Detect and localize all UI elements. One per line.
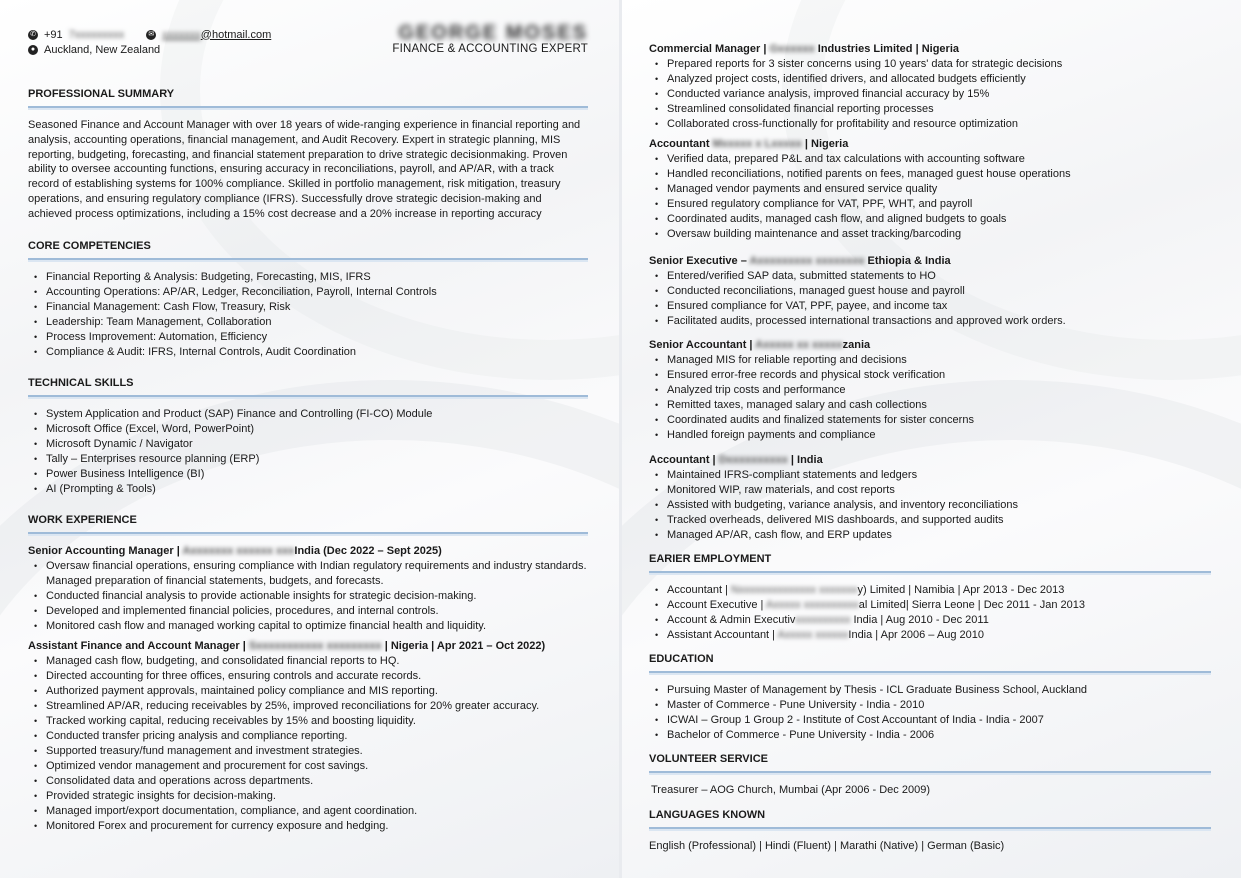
job-role: Accountant (649, 138, 713, 150)
job-role: Assistant Finance and Account Manager | (28, 639, 249, 652)
email-user-redacted: xxxxxxx (162, 28, 201, 41)
company-redacted: Sxxxxxxxxxxx xxxxxxxxx (248, 639, 382, 652)
list-item: • Streamlined AP/AR, reducing receivables by 25%, improved reconciliations for 20% greater accuracy. (28, 699, 588, 714)
competencies-heading: CORE COMPETENCIES (28, 239, 151, 252)
list-item: • Tracked working capital, reducing receivables by 15% and boosting liquidity. (28, 714, 588, 729)
list-item: • Microsoft Dynamic / Navigator (28, 437, 588, 452)
list-item: • Conducted variance analysis, improved financial accuracy by 15% (649, 87, 1211, 102)
job-location-dates: | Nigeria | Apr 2021 – Oct 2022) (384, 639, 546, 652)
list-item: • Conducted transfer pricing analysis and compliance reporting. (28, 729, 588, 744)
phone-icon: ✆ (28, 30, 38, 40)
section-divider (649, 571, 1211, 575)
list-item: • Assisted with budgeting, variance analysis, and inventory reconciliations (649, 498, 1211, 513)
list-item: • Managed vendor payments and ensured service quality (649, 182, 1211, 197)
company-redacted: Axxxxxxx xxxxxx xxx (182, 544, 295, 557)
job-title-assistant-finance-manager (28, 639, 588, 654)
list-item: • Financial Management: Cash Flow, Treasury, Risk (28, 300, 588, 315)
name-block (392, 23, 588, 55)
job-role: Senior Accounting Manager | (28, 544, 183, 557)
skills-heading: TECHNICAL SKILLS (28, 376, 134, 389)
job-location: | Nigeria (804, 138, 849, 150)
job-duties-list (649, 57, 1211, 132)
volunteer-text: Treasurer – AOG Church, Mumbai (Apr 2006 - Dec 2009) (651, 784, 930, 796)
list-item: • ICWAI – Group 1 Group 2 - Institute of Cost Accountant of India - India - 2007 (649, 713, 1211, 728)
list-item: • Supported treasury/fund management and investment strategies. (28, 744, 588, 759)
competencies-section (28, 240, 588, 360)
company-redacted: xxxxxxxxxx (795, 614, 851, 626)
resume-header (28, 22, 588, 79)
list-item: • Ensured error-free records and physical stock verification (649, 368, 1211, 383)
list-item: • Authorized payment approvals, maintained policy compliance and MIS reporting. (28, 684, 588, 699)
email-icon: ✉ (146, 30, 156, 40)
candidate-title: FINANCE & ACCOUNTING EXPERT (392, 43, 588, 55)
list-item: • Accountant | Nxxxxxxxxxxxxxx xxxxxxxy) Limited | Namibia | Apr 2013 - Dec 2013 (649, 583, 1211, 598)
list-item: • Managed AP/AR, cash flow, and ERP updates (649, 528, 1211, 543)
candidate-name-redacted: GEORGE MOSES (398, 22, 588, 44)
list-item: • Oversaw financial operations, ensuring compliance with Indian regulatory requirements and industry standards. Managed preparation of financial statements, budgets, and forecasts. (28, 559, 588, 589)
list-item: • Bachelor of Commerce - Pune University - India - 2006 (649, 728, 1211, 743)
phone-number-redacted: 7xxxxxxxxx (68, 28, 125, 41)
job-role: Commercial Manager | (649, 43, 770, 55)
list-item: • Collaborated cross-functionally for profitability and resource optimization (649, 117, 1211, 132)
list-item: • Account Executive | Axxxxx xxxxxxxxxxal Limited| Sierra Leone | Dec 2011 - Jan 2013 (649, 598, 1211, 613)
list-item: • Managed cash flow, budgeting, and consolidated financial reports to HQ. (28, 654, 588, 669)
work-section (28, 514, 588, 834)
job-title-accountant-nigeria (649, 137, 1211, 152)
list-item: • Compliance & Audit: IFRS, Internal Controls, Audit Coordination (28, 345, 588, 360)
list-item: • Monitored WIP, raw materials, and cost reports (649, 483, 1211, 498)
location-pin-icon: ● (28, 45, 38, 55)
list-item: • AI (Prompting & Tools) (28, 482, 588, 497)
list-item: • Conducted financial analysis to provide actionable insights for strategic decision-making. (28, 589, 588, 604)
section-divider (28, 106, 588, 110)
list-item: • Tracked overheads, delivered MIS dashboards, and supported audits (649, 513, 1211, 528)
list-item: • Verified data, prepared P&L and tax calculations with accounting software (649, 152, 1211, 167)
job-location: Ethiopia & India (864, 255, 951, 267)
company-redacted: Gxxxxxx (769, 43, 815, 55)
company-redacted: Axxxxxxxxx xxxxxxxx (749, 255, 865, 267)
job-title-commercial-manager (649, 42, 1211, 57)
section-divider (28, 258, 588, 262)
list-item: • Tally – Enterprises resource planning (ERP) (28, 452, 588, 467)
skills-section (28, 377, 588, 497)
list-item: • Pursuing Master of Management by Thesis - ICL Graduate Business School, Auckland (649, 683, 1211, 698)
company-redacted: Axxxxx xx xxxxx (755, 339, 843, 351)
list-item: • Monitored Forex and procurement for currency exposure and hedging. (28, 819, 588, 834)
list-item: • Analyzed project costs, identified drivers, and allocated budgets efficiently (649, 72, 1211, 87)
job-duties-list (649, 353, 1211, 443)
list-item: • Provided strategic insights for decision-making. (28, 789, 588, 804)
job-location: zania (842, 339, 871, 351)
summary-section (28, 88, 588, 222)
location-text: Auckland, New Zealand (44, 43, 161, 56)
languages-heading: LANGUAGES KNOWN (649, 809, 766, 821)
resume-page-2 (622, 0, 1241, 878)
list-item: • Facilitated audits, processed international transactions and approved work orders. (649, 314, 1211, 329)
job-title-senior-executive (649, 254, 1211, 269)
list-item: • Microsoft Office (Excel, Word, PowerPoint) (28, 422, 588, 437)
job-duties-list (649, 269, 1211, 329)
job-duties-list (649, 152, 1211, 242)
earlier-employment-section (649, 553, 1211, 643)
section-divider (649, 827, 1211, 831)
company-redacted: Dxxxxxxxxxx (718, 454, 788, 466)
list-item: • Conducted reconciliations, managed guest house and payroll (649, 284, 1211, 299)
list-item: • Oversaw building maintenance and asset tracking/barcoding (649, 227, 1211, 242)
list-item: • Analyzed trip costs and performance (649, 383, 1211, 398)
list-item: • System Application and Product (SAP) Finance and Controlling (FI-CO) Module (28, 407, 588, 422)
list-item: • Handled reconciliations, notified parents on fees, managed guest house operations (649, 167, 1211, 182)
list-item: • Leadership: Team Management, Collaboration (28, 315, 588, 330)
list-item: • Accounting Operations: AP/AR, Ledger, Reconciliation, Payroll, Internal Controls (28, 285, 588, 300)
job-title-senior-accountant (649, 338, 1211, 353)
company-redacted: Axxxxx xxxxxx (777, 629, 849, 641)
job-title-accountant-india (649, 453, 1211, 468)
list-item: • Ensured regulatory compliance for VAT, PPF, WHT, and payroll (649, 197, 1211, 212)
languages-section (649, 809, 1211, 854)
job-location-dates: India (Dec 2022 – Sept 2025) (294, 544, 442, 557)
volunteer-heading: VOLUNTEER SERVICE (649, 753, 768, 765)
earlier-heading: EARIER EMPLOYMENT (649, 553, 772, 565)
list-item: • Ensured compliance for VAT, PPF, payee, and income tax (649, 299, 1211, 314)
list-item: • Monitored cash flow and managed working capital to optimize financial health and liquidity. (28, 619, 588, 634)
summary-text: Seasoned Finance and Account Manager with over 18 years of wide-ranging experience in financial reporting and analysis, accounting operations, financial management, and Audit Recovery. Expert in strategic planning, MIS reporting, budgeting, forecasting, and financial statement preparation to drive strategic decisionmaking. Proven ability to oversee accounting functions, ensuring accuracy in reconciliations, payroll, and AP/AR, with a track record of establishing systems for 100% compliance. Skilled in portfolio management, risk mitigation, treasury operations, and ensuring regulatory compliance (IFRS). Successfully drove strategic decision-making and achieved process optimizations, including a 15% cost decrease and a 20% increase in reporting accuracy (28, 119, 581, 220)
skills-list (28, 407, 588, 497)
resume-page-1 (0, 0, 619, 878)
languages-text: English (Professional) | Hindi (Fluent) | Marathi (Native) | German (Basic) (649, 840, 1005, 852)
company-redacted: Axxxxx xxxxxxxxxx (765, 599, 859, 611)
list-item: • Optimized vendor management and procurement for cost savings. (28, 759, 588, 774)
job-location: | India (790, 454, 823, 466)
phone-prefix: +91 (44, 28, 63, 41)
list-item: • Streamlined consolidated financial reporting processes (649, 102, 1211, 117)
list-item: • Managed import/export documentation, compliance, and agent coordination. (28, 804, 588, 819)
list-item: • Master of Commerce - Pune University - India - 2010 (649, 698, 1211, 713)
job-duties-list (28, 559, 588, 634)
list-item: • Entered/verified SAP data, submitted statements to HO (649, 269, 1211, 284)
list-item: • Assistant Accountant | Axxxxx xxxxxxIndia | Apr 2006 – Aug 2010 (649, 628, 1211, 643)
education-list (649, 683, 1211, 743)
earlier-list (649, 583, 1211, 643)
job-title-senior-accounting-manager (28, 544, 588, 559)
email-link[interactable] (162, 29, 271, 41)
list-item: • Prepared reports for 3 sister concerns using 10 years' data for strategic decisions (649, 57, 1211, 72)
email-domain: @hotmail.com (200, 28, 272, 41)
education-heading: EDUCATION (649, 653, 714, 665)
education-section (649, 653, 1211, 743)
section-divider (649, 771, 1211, 775)
company-redacted: Nxxxxxxxxxxxxxx xxxxxxx (731, 584, 858, 596)
list-item: • Remitted taxes, managed salary and cash collections (649, 398, 1211, 413)
list-item: • Handled foreign payments and compliance (649, 428, 1211, 443)
list-item: • Consolidated data and operations across departments. (28, 774, 588, 789)
list-item: • Process Improvement: Automation, Efficiency (28, 330, 588, 345)
list-item: • Account & Admin Executivxxxxxxxxxx India | Aug 2010 - Dec 2011 (649, 613, 1211, 628)
section-divider (28, 532, 588, 536)
list-item: • Power Business Intelligence (BI) (28, 467, 588, 482)
list-item: • Developed and implemented financial policies, procedures, and internal controls. (28, 604, 588, 619)
job-role: Senior Accountant | (649, 339, 756, 351)
competencies-list (28, 270, 588, 360)
work-heading: WORK EXPERIENCE (28, 513, 137, 526)
list-item: • Maintained IFRS-compliant statements and ledgers (649, 468, 1211, 483)
job-duties-list (28, 654, 588, 834)
list-item: • Managed MIS for reliable reporting and decisions (649, 353, 1211, 368)
list-item: • Coordinated audits and finalized statements for sister concerns (649, 413, 1211, 428)
job-role: Accountant | (649, 454, 719, 466)
list-item: • Financial Reporting & Analysis: Budgeting, Forecasting, MIS, IFRS (28, 270, 588, 285)
section-divider (649, 671, 1211, 675)
job-location: Industries Limited | Nigeria (817, 43, 959, 55)
section-divider (28, 395, 588, 399)
company-redacted: Mxxxxx x Lxxxxx (712, 138, 802, 150)
volunteer-section (649, 753, 1211, 798)
job-role: Senior Executive – (649, 255, 750, 267)
list-item: • Coordinated audits, managed cash flow, and aligned budgets to goals (649, 212, 1211, 227)
job-duties-list (649, 468, 1211, 543)
list-item: • Directed accounting for three offices, ensuring controls and accurate records. (28, 669, 588, 684)
summary-heading: PROFESSIONAL SUMMARY (28, 88, 175, 100)
